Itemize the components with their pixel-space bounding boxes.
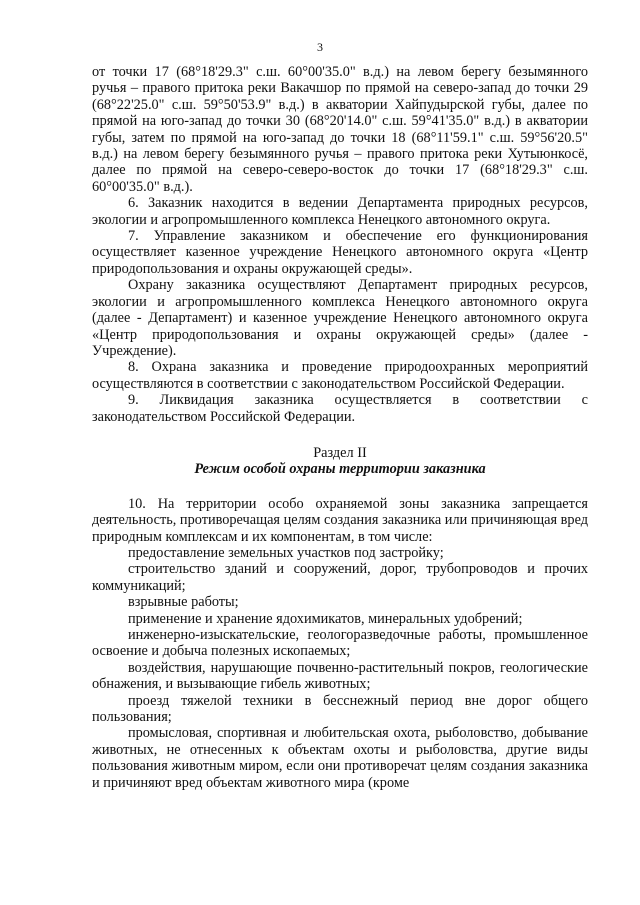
list-item: проезд тяжелой техники в бесснежный период вне дорог общего пользования; xyxy=(92,692,588,726)
paragraph-protection: Охрану заказника осуществляют Департамент природных ресурсов, экологии и агропромышленного комплекса Ненецкого автономного округа (далее - Департамент) и казенное учреждение Ненецкого автономного округа «Центр природопользования и охраны окружающей среды» (далее - Учреждение). xyxy=(92,277,588,359)
list-item: взрывные работы; xyxy=(128,594,239,611)
paragraph-7: 7. Управление заказником и обеспечение его функционирования осуществляет казенное учреждение Ненецкого автономного округа «Центр природопользования и охраны окружающей среды». xyxy=(92,228,588,277)
section-title: Режим особой охраны территории заказника xyxy=(194,461,486,478)
document-body xyxy=(92,64,588,791)
list-item: предоставление земельных участков под застройку; xyxy=(128,544,444,561)
list-item: инженерно-изыскательские, геологоразведочные работы, промышленное освоение и добыча полезных ископаемых; xyxy=(92,627,588,660)
page-number: 3 xyxy=(317,40,323,54)
section-label: Раздел II xyxy=(313,444,367,461)
paragraph-8: 8. Охрана заказника и проведение природоохранных мероприятий осуществляются в соответствии с законодательством Российской Федерации. xyxy=(92,359,588,392)
paragraph-9: 9. Ликвидация заказника осуществляется в соответствии с законодательством Российской Федерации. xyxy=(92,392,588,425)
paragraph-6: 6. Заказник находится в ведении Департамента природных ресурсов, экологии и агропромышленного комплекса Ненецкого автономного округа. xyxy=(92,195,588,228)
list-item: строительство зданий и сооружений, дорог, трубопроводов и прочих коммуникаций; xyxy=(92,561,588,594)
list-item: промысловая, спортивная и любительская охота, рыболовство, добывание животных, не отнесенных к объектам охоты и рыболовства, другие виды пользования животным миром, если они противоречат целям создания заказника и причиняют вред объектам животного мира (кроме xyxy=(92,725,588,791)
list-item: применение и хранение ядохимикатов, минеральных удобрений; xyxy=(128,610,523,627)
paragraph-10: 10. На территории особо охраняемой зоны заказника запрещается деятельность, противоречащая целям создания заказника или причиняющая вред природным комплексам и их компонентам, в том числе: xyxy=(92,495,588,545)
list-item: воздействия, нарушающие почвенно-растительный покров, геологические обнажения, и вызывающие гибель животных; xyxy=(92,659,588,693)
paragraph-boundary-description: от точки 17 (68°18'29.3" с.ш. 60°00'35.0" в.д.) на левом берегу безымянного ручья – правого притока реки Вакачшор по прямой на северо-запад до точки 29 (68°22'25.0" с.ш. 59°50'53.9" в.д.) в акватории Хайпудырской губы, далее по прямой на юго-запад до точки 30 (68°20'14.0" с.ш. 59°41'35.0" в.д.) в акватории губы, затем по прямой на юго-запад до точки 18 (68°11'59.1" с.ш. 59°56'20.5" в.д.) на левом берегу безымянного ручья – правого притока реки Хутыюнкосё, далее по прямой на северо-северо-восток до точки 17 (68°18'29.3" с.ш. 60°00'35.0" в.д.). xyxy=(92,64,588,195)
